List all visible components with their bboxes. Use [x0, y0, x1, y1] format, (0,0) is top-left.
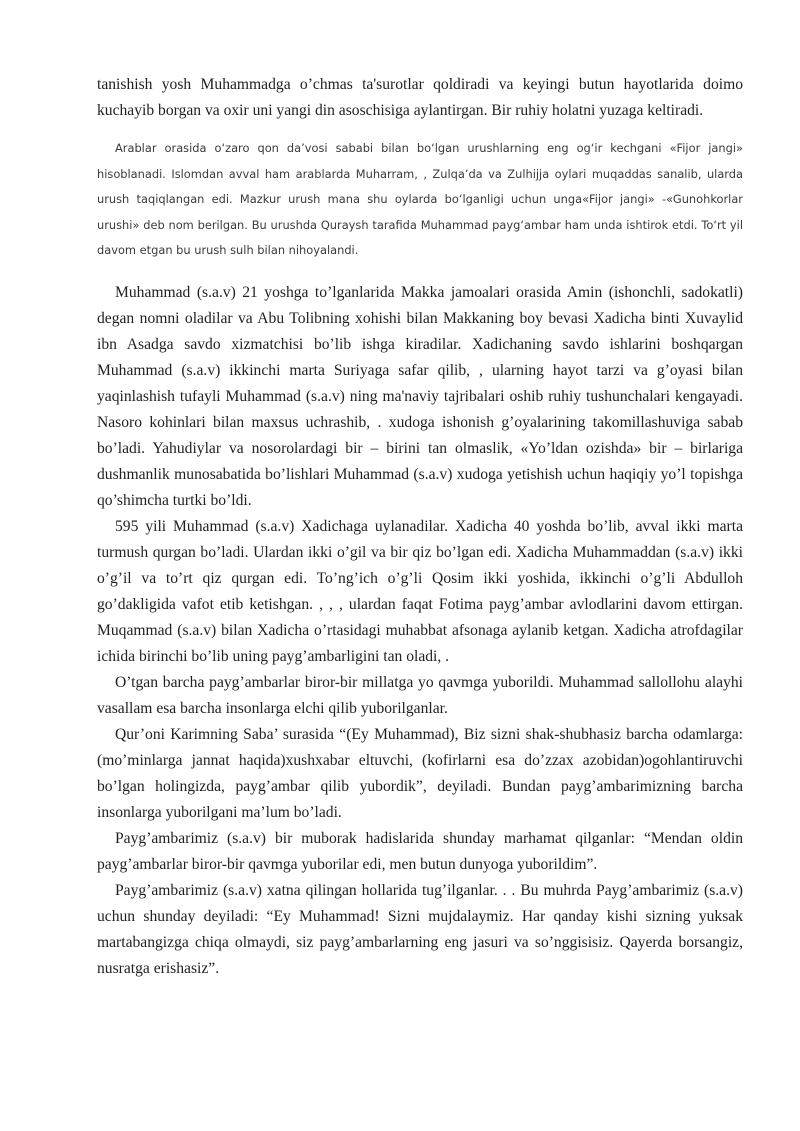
paragraph-fijor-war: Arablar orasida o‘zaro qon da’vosi sababi bilan bo‘lgan urushlarning eng og‘ir kechgani «Fijor jangi» hisoblanadi. Islomdan avval ham arablarda Muharram, , Zulqa’da va Zulhijja oylari muqaddas sanalib, ularda urush taqiqlangan edi. Mazkur urush mana shu oylarda bo‘lganligi uchun unga«Fijor jangi» -«Gunohkorlar urushi» deb nom berilgan. Bu urushda Quraysh tarafida Muhammad payg‘ambar ham unda ishtirok etdi. To‘rt yil davom etgan bu urush sulh bilan nihoyalandi.	[97, 141, 743, 257]
paragraph-amin: Muhammad (s.a.v) 21 yoshga to’lganlarida Makka jamoalari orasida Amin (ishonchli, sadokatli) degan nomni oladilar va Abu Tolibning xohishi bilan Makkaning boy bevasi Xadicha binti Xuvaylid ibn Asadga savdo xizmatchisi bo’lib ishga kiradilar. Xadichaning savdo ishlarini boshqargan Muhammad (s.a.v) ikkinchi marta Suriyaga safar qilib, , ularning hayot tarzi va g’oyasi bilan yaqinlashish tufayli Muhammad (s.a.v) ning ma'naviy tajribalari oshib ruhiy tushunchalari kengayadi. Nasoro kohinlari bilan maxsus uchrashib, . xudoga ishonish g’oyalarining takomillashuviga sabab bo’ladi. Yahudiylar va nosorolardagi bir – birini tan olmaslik, «Yo’ldan ozishda» bir – birlariga dushmanlik munosabatida bo’lishlari Muhammad (s.a.v) xudoga yetishish uchun haqiqiy yo’l topishga qo’shimcha turtki bo’ldi.	[97, 283, 743, 509]
paragraph-hadith: Payg’ambarimiz (s.a.v) bir muborak hadislarida shunday marhamat qilganlar: “Mendan oldin payg’ambarlar biror-bir qavmga yuborilar edi, men butun dunyoga yuborildim”.	[97, 829, 743, 873]
paragraph-saba-sura: Qur’oni Karimning Saba’ surasida “(Ey Muhammad), Biz sizni shak-shubhasiz barcha odamlarga: (mo’minlarga jannat haqida)xushxabar eltuvchi, (kofirlarni esa do’zzax azobidan)ogohlantiruvchi bo’lgan holingizda, payg’ambar qilib yubordik”, deyiladi. Bundan payg’ambarimizning barcha insonlarga yuborilgani ma’lum bo’ladi.	[97, 725, 743, 821]
paragraph-intro: tanishish yosh Muhammadga o’chmas ta'surotlar qoldiradi va keyingi butun hayotlarida doimo kuchayib borgan va oxir uni yangi din asoschisiga aylantirgan. Bir ruhiy holatni yuzaga keltiradi.	[97, 76, 743, 119]
document-page	[97, 72, 743, 982]
paragraph-prophets: O’tgan barcha payg’ambarlar biror-bir millatga yo qavmga yuborildi. Muhammad sallollohu alayhi vasallam esa barcha insonlarga elchi qilib yuborilganlar.	[97, 673, 743, 717]
paragraph-marriage: 595 yili Muhammad (s.a.v) Xadichaga uylanadilar. Xadicha 40 yoshda bo’lib, avval ikki marta turmush qurgan bo’ladi. Ulardan ikki o’gil va bir qiz bo’lgan edi. Xadicha Muhammaddan (s.a.v) ikki o’g’il va to’rt qiz qurgan edi. To’ng’ich o’g’li Qosim ikki yoshida, ikkinchi o’g’li Abdulloh go’dakligida vafot etib ketishgan. , , , ulardan faqat Fotima payg’ambar avlodlarini davom ettirgan. Muqammad (s.a.v) bilan Xadicha o’rtasidagi muhabbat afsonaga aylanib ketgan. Xadicha atrofdagilar ichida birinchi bo’lib uning payg’ambarligini tan oladi, .	[97, 517, 743, 665]
paragraph-seal: Payg’ambarimiz (s.a.v) xatna qilingan hollarida tug’ilganlar. . . Bu muhrda Payg’ambarimiz (s.a.v) uchun shunday deyiladi: “Ey Muhammad! Sizni mujdalaymiz. Har qanday kishi sizning yuksak martabangizga chiqa olmaydi, siz payg’ambarlarning eng jasuri va so’nggisisiz. Qayerda borsangiz, nusratga erishasiz”.	[97, 881, 743, 977]
